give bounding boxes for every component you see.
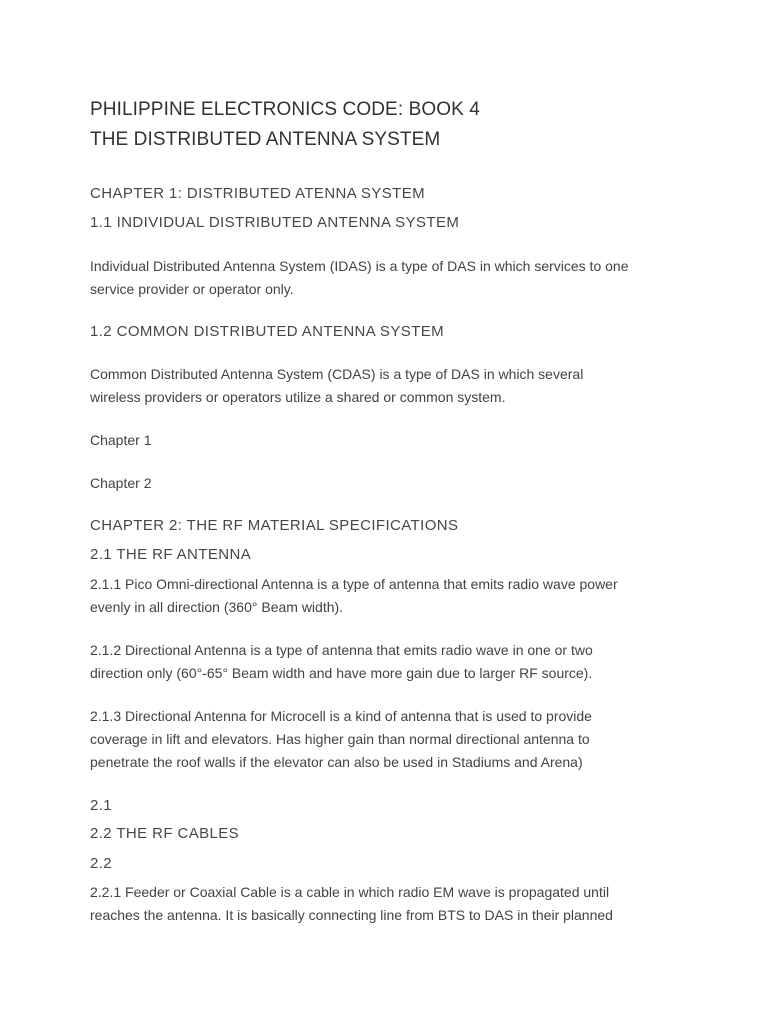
paragraph-line: wireless providers or operators utilize a shared or common system. — [90, 389, 506, 405]
paragraph-line: Common Distributed Antenna System (CDAS) is a type of DAS in which several — [90, 366, 584, 382]
document-title-line-2: THE DISTRIBUTED ANTENNA SYSTEM — [90, 129, 441, 150]
item-2-1-1-paragraph — [90, 573, 690, 619]
chapter-1-label — [90, 429, 690, 452]
item-2-1-2-paragraph — [90, 639, 690, 685]
item-2-2-1-paragraph — [90, 881, 690, 927]
section-1-1-paragraph — [90, 255, 690, 301]
paragraph-line: 2.1.1 Pico Omni-directional Antenna is a type of antenna that emits radio wave power — [90, 576, 618, 592]
chapter-2-heading: CHAPTER 2: THE RF MATERIAL SPECIFICATIONS — [90, 517, 459, 534]
paragraph-line: penetrate the roof walls if the elevator can also be used in Stadiums and Arena) — [90, 754, 583, 770]
paragraph-line: reaches the antenna. It is basically connecting line from BTS to DAS in their planned — [90, 907, 613, 923]
paragraph-line: evenly in all direction (360° Beam width). — [90, 599, 344, 615]
section-1-2-paragraph — [90, 363, 690, 409]
item-2-1-3-paragraph — [90, 705, 690, 774]
chapter-1-heading: CHAPTER 1: DISTRIBUTED ATENNA SYSTEM — [90, 185, 426, 202]
section-2-2-heading: 2.2 THE RF CABLES — [90, 825, 240, 842]
paragraph-line: coverage in lift and elevators. Has higher gain than normal directional antenna to — [90, 731, 590, 747]
document-title-line-1: PHILIPPINE ELECTRONICS CODE: BOOK 4 — [90, 99, 480, 120]
section-1-1-heading: 1.1 INDIVIDUAL DISTRIBUTED ANTENNA SYSTEM — [90, 214, 460, 231]
chapter-1-label-text: Chapter 1 — [90, 432, 152, 448]
section-2-1-heading: 2.1 THE RF ANTENNA — [90, 546, 252, 563]
paragraph-line: 2.2.1 Feeder or Coaxial Cable is a cable in which radio EM wave is propagated until — [90, 884, 610, 900]
paragraph-line: Individual Distributed Antenna System (IDAS) is a type of DAS in which services to one — [90, 258, 629, 274]
chapter-2-label — [90, 472, 690, 495]
chapter-2-label-text: Chapter 2 — [90, 475, 152, 491]
label-2-1: 2.1 — [90, 797, 113, 814]
paragraph-line: 2.1.3 Directional Antenna for Microcell is a kind of antenna that is used to provide — [90, 708, 592, 724]
paragraph-line: 2.1.2 Directional Antenna is a type of antenna that emits radio wave in one or two — [90, 642, 593, 658]
label-2-2: 2.2 — [90, 855, 113, 872]
paragraph-line: service provider or operator only. — [90, 281, 294, 297]
paragraph-line: direction only (60°-65° Beam width and have more gain due to larger RF source). — [90, 665, 593, 681]
section-1-2-heading: 1.2 COMMON DISTRIBUTED ANTENNA SYSTEM — [90, 323, 445, 340]
